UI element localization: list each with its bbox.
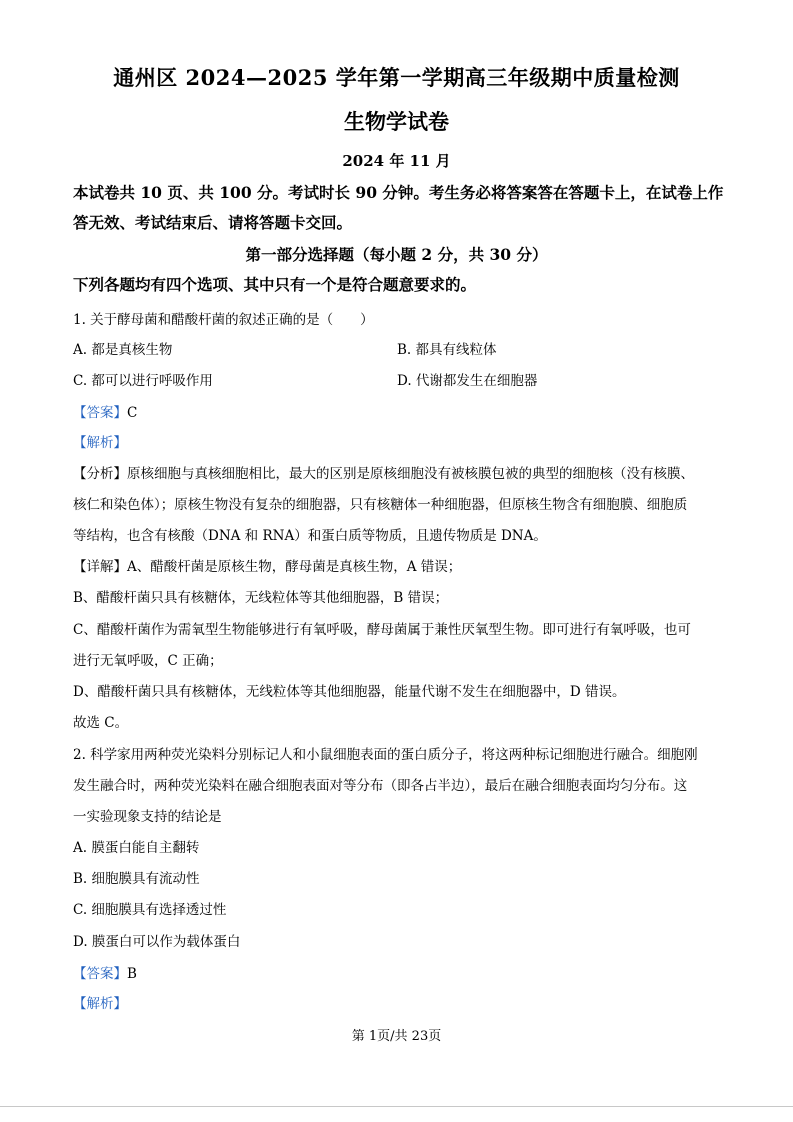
q2-option-a: A. 膜蛋白能自主翻转 (73, 840, 200, 856)
exam-subtitle: 生物学试卷 (344, 109, 449, 134)
q1-analysis (73, 431, 723, 451)
intro-line-2: 答无效、考试结束后、请将答题卡交回。 (73, 213, 353, 232)
q1-fenxi-line-1 (73, 462, 723, 482)
q2-analysis-tag: 【解析】 (73, 996, 127, 1012)
q1-detail-line-1 (73, 555, 723, 575)
exam-title: 通州区 2024—2025 学年第一学期高三年级期中质量检测 (113, 65, 680, 90)
q1-detail-line-3: C、醋酸杆菌作为需氧型生物能够进行有氧呼吸，酵母菌属于兼性厌氧型生物。即可进行有氧呼吸，也可 (73, 622, 691, 638)
q1-answer-value: C (127, 405, 138, 421)
q1-detail-line-4: 进行无氧呼吸，C 正确； (73, 653, 223, 669)
q2-stem-line-1: 2. 科学家用两种荧光染料分别标记人和小鼠细胞表面的蛋白质分子，将这两种标记细胞进行融合。细胞刚 (73, 747, 698, 763)
q1-fenxi-line-2: 核仁和染色体）；原核生物没有复杂的细胞器，只有核糖体一种细胞器，但原核生物含有细胞膜、细胞质 (73, 497, 688, 513)
q2-answer-tag: 【答案】 (73, 966, 127, 982)
q2-stem-line-2: 发生融合时，两种荧光染料在融合细胞表面对等分布（即各占半边），最后在融合细胞表面均匀分布。这 (73, 778, 688, 794)
q2-answer-value: B (127, 966, 137, 982)
q2-stem-line-3: 一实验现象支持的结论是 (73, 809, 222, 825)
q1-fenxi-tag: 【分析】 (73, 466, 127, 482)
q1-answer (73, 401, 723, 421)
q2-analysis (73, 992, 723, 1012)
bottom-divider (0, 1106, 793, 1107)
q1-option-b: B. 都具有线粒体 (397, 342, 497, 358)
q1-fenxi-text-1: 原核细胞与真核细胞相比，最大的区别是原核细胞没有被核膜包被的典型的细胞核（没有核膜、 (127, 466, 694, 482)
section-title: 第一部分选择题（每小题 2 分，共 30 分） (245, 245, 548, 264)
q1-detail-line-2: B、醋酸杆菌只具有核糖体，无线粒体等其他细胞器，B 错误； (73, 590, 449, 606)
section-instruction: 下列各题均有四个选项、其中只有一个是符合题意要求的。 (73, 275, 477, 294)
exam-date: 2024 年 11 月 (342, 152, 451, 170)
q2-option-c: C. 细胞膜具有选择透过性 (73, 902, 227, 918)
q1-option-d: D. 代谢都发生在细胞器 (397, 373, 538, 389)
q1-detail-text-1: A、醋酸杆菌是原核生物，酵母菌是真核生物，A 错误； (127, 559, 462, 575)
q2-option-d: D. 膜蛋白可以作为载体蛋白 (73, 934, 241, 950)
q2-answer (73, 962, 723, 982)
q1-fenxi-line-3: 等结构，也含有核酸（DNA 和 RNA）和蛋白质等物质，且遗传物质是 DNA。 (73, 528, 547, 544)
q1-detail-line-5: D、醋酸杆菌只具有核糖体，无线粒体等其他细胞器，能量代谢不发生在细胞器中，D 错误。 (73, 684, 626, 700)
q1-analysis-tag: 【解析】 (73, 435, 127, 451)
q1-answer-tag: 【答案】 (73, 405, 127, 421)
q1-option-a: A. 都是真核生物 (73, 342, 173, 358)
q1-stem: 1. 关于酵母菌和醋酸杆菌的叙述正确的是（ ） (73, 312, 374, 328)
q1-option-c: C. 都可以进行呼吸作用 (73, 373, 213, 389)
q1-detail-tag: 【详解】 (73, 559, 127, 575)
q2-option-b: B. 细胞膜具有流动性 (73, 871, 200, 887)
q1-conclusion: 故选 C。 (73, 715, 129, 731)
intro-line-1: 本试卷共 10 页、共 100 分。考试时长 90 分钟。考生务必将答案答在答题卡上，在试卷上作 (73, 183, 724, 202)
page-number: 第 1页/共 23页 (351, 1029, 442, 1044)
